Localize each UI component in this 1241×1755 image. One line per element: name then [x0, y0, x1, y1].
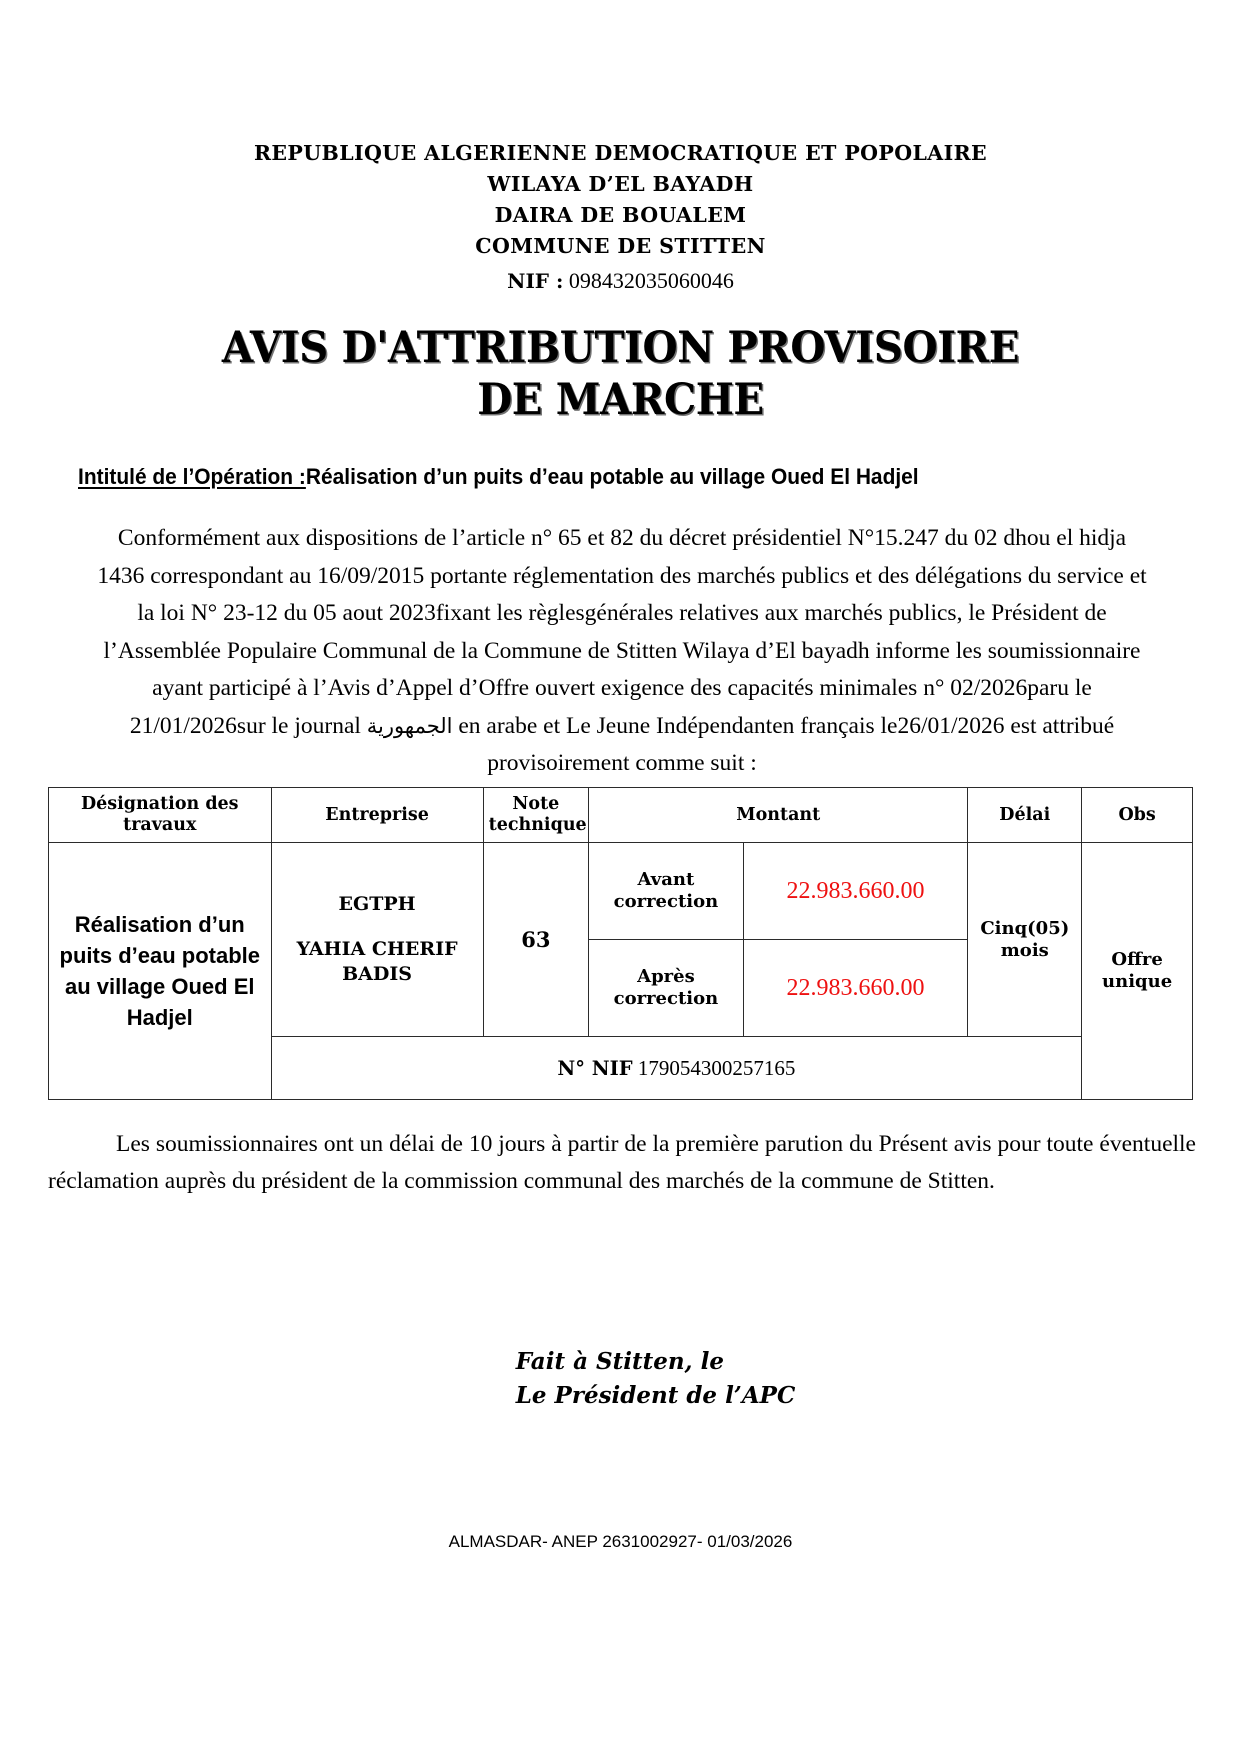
cell-avant-correction-label: Avant correction — [589, 843, 744, 940]
signature-title: Le Président de l’APC — [515, 1382, 796, 1409]
header-obs: Obs — [1082, 788, 1193, 843]
letterhead-line-republic: REPUBLIQUE ALGERIENNE DEMOCRATIQUE ET POPOLAIRE — [253, 141, 988, 165]
header-montant: Montant — [589, 788, 968, 843]
letterhead-line-daira: DAIRA DE BOUALEM — [494, 203, 747, 227]
cell-entreprise-main: EGTPH — [338, 893, 416, 915]
header-designation: Désignation des travaux — [49, 788, 272, 843]
signature-place-date: Fait à Stitten, le — [515, 1348, 724, 1375]
table-row — [49, 843, 1193, 940]
signature-block — [0, 1345, 1241, 1413]
cell-note-technique: 63 — [483, 843, 589, 1037]
cell-obs: Offre unique — [1082, 843, 1193, 1100]
intro-text-part-2: en arabe et Le Jeune Indépendanten français le26/01/2026 est attribué provisoirement comme suit : — [452, 712, 1115, 776]
closing-paragraph — [48, 1126, 1196, 1200]
intro-text-part-1: Conformément aux dispositions de l’article n° 65 et 82 du décret présidentiel N°15.247 du 02 dhou el hidja 1436 correspondant au 16/09/2015 portante réglementation des marchés publics et des délégations du service et la loi N° 23-12 du 05 aout 2023fixant les règlesgénérales relatives aux marchés publics, le Président de l’Assemblée Populaire Communal de la Commune de Stitten Wilaya d’El bayadh informe les soumissionnaire ayant participé à l’Avis d’Appel d’Offre ouvert exigence des capacités minimales n° 02/2026paru le 21/01/2026sur le journal — [97, 525, 1147, 739]
cell-entreprise-sub: YAHIA CHERIF BADIS — [296, 938, 458, 985]
intro-journal-arabic-name: الجمهورية — [366, 713, 453, 738]
letterhead-nif — [0, 264, 1241, 298]
page-title-line-2: DE MARCHE — [477, 375, 764, 425]
cell-company-nif-label: N° NIF — [557, 1056, 633, 1080]
cell-apres-correction-amount: 22.983.660.00 — [743, 940, 968, 1037]
header-note-technique: Note technique — [483, 788, 589, 843]
letterhead-line-wilaya: WILAYA D’EL BAYADH — [487, 172, 754, 196]
letterhead — [0, 138, 1241, 298]
operation-value: Réalisation d’un puits d’eau potable au village Oued El Hadjel — [305, 464, 919, 489]
cell-apres-correction-label: Après correction — [589, 940, 744, 1037]
header-delai: Délai — [968, 788, 1082, 843]
letterhead-nif-label: NIF : — [507, 269, 564, 293]
cell-company-nif — [271, 1037, 1082, 1100]
page-title — [37, 322, 1204, 426]
award-table — [48, 787, 1193, 1100]
cell-designation: Réalisation d’un puits d’eau potable au village Oued El Hadjel — [49, 843, 272, 1100]
letterhead-line-commune: COMMUNE DE STITTEN — [475, 234, 766, 258]
letterhead-nif-value: 098432035060046 — [568, 268, 734, 293]
operation-subtitle — [78, 462, 1104, 492]
intro-paragraph — [96, 520, 1148, 783]
table-header-row — [49, 788, 1193, 843]
page-footer: ALMASDAR- ANEP 2631002927- 01/03/2026 — [448, 1532, 793, 1551]
cell-company-nif-value: 179054300257165 — [637, 1055, 796, 1080]
page-title-line-1: AVIS D'ATTRIBUTION PROVISOIRE — [221, 323, 1020, 373]
cell-avant-correction-amount: 22.983.660.00 — [743, 843, 968, 940]
operation-label: Intitulé de l’Opération : — [78, 464, 306, 489]
cell-entreprise — [271, 843, 483, 1037]
header-entreprise: Entreprise — [271, 788, 483, 843]
cell-delai: Cinq(05) mois — [968, 843, 1082, 1037]
closing-text: Les soumissionnaires ont un délai de 10 jours à partir de la première parution du Présent avis pour toute éventuelle réclamation auprès du président de la commission communal des marchés de la commune de Stitten. — [48, 1131, 1196, 1194]
